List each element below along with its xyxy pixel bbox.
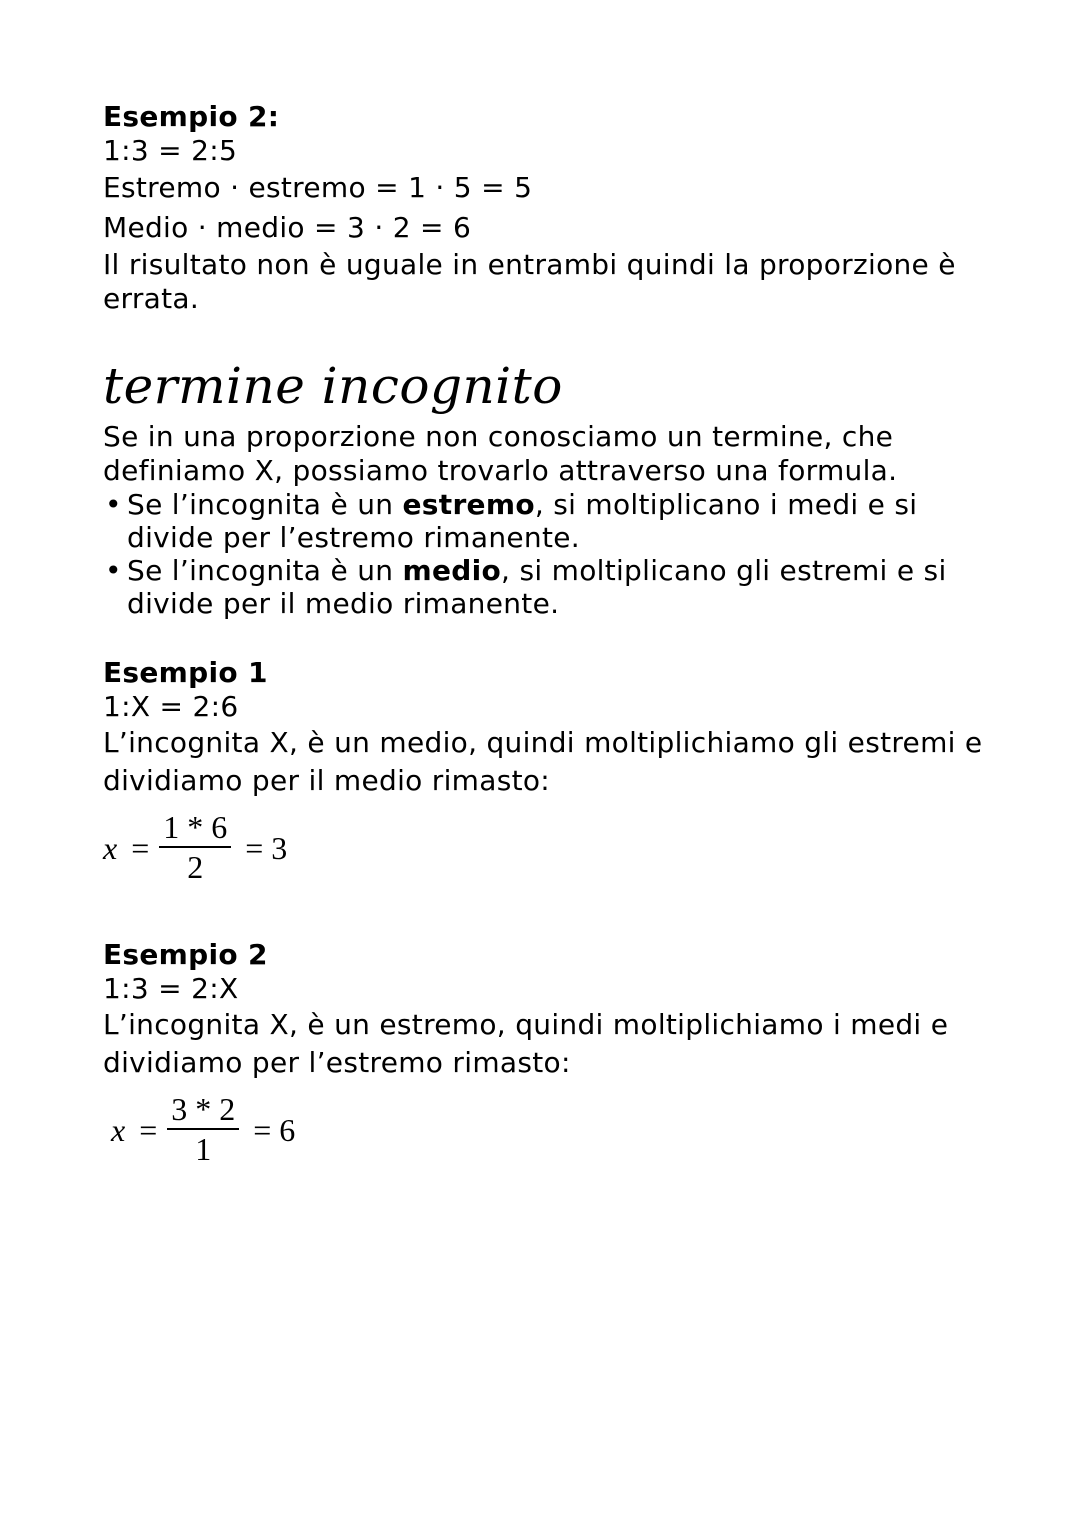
- example-2-proportion: 1:3 = 2:X: [103, 972, 239, 1005]
- example-2-section: [103, 938, 1003, 1170]
- example-2-formula: [111, 1090, 1003, 1170]
- unknown-term-intro-2: definiamo X, possiamo trovarlo attraverso una formula.: [103, 454, 898, 487]
- example-top-title: Esempio 2:: [103, 100, 280, 133]
- formula-equals: =: [139, 1111, 158, 1148]
- formula-result: = 3: [245, 829, 288, 866]
- formula-variable: x: [111, 1111, 126, 1148]
- example-1-text-1: L’incognita X, è un medio, quindi moltiplichiamo gli estremi e: [103, 726, 983, 759]
- rules-list: [103, 488, 1003, 620]
- document-page: [103, 100, 1003, 1170]
- unknown-term-section: [103, 420, 1003, 620]
- rule-mean-continued: [103, 587, 1003, 620]
- rule-extreme: [103, 488, 1003, 521]
- rule-mean: [103, 554, 1003, 587]
- unknown-term-intro-1: Se in una proporzione non conosciamo un termine, che: [103, 420, 894, 453]
- rule-2-text-a: Se l’incognita è un: [127, 554, 403, 587]
- bullet-icon: •: [105, 554, 122, 587]
- formula-fraction: [167, 1092, 239, 1168]
- rule-1-bold: estremo: [402, 488, 535, 521]
- example-1-section: [103, 656, 1003, 888]
- example-1-title: Esempio 1: [103, 656, 268, 689]
- unknown-term-title: termine incognito: [103, 357, 563, 415]
- example-top-section: [103, 100, 1003, 316]
- example-2-title: Esempio 2: [103, 938, 268, 971]
- rule-extreme-continued: [103, 521, 1003, 554]
- example-1-proportion: 1:X = 2:6: [103, 690, 239, 723]
- example-top-proportion: 1:3 = 2:5: [103, 134, 238, 167]
- formula-variable: x: [103, 829, 118, 866]
- rule-2-bold: medio: [402, 554, 502, 587]
- example-top-means: Medio · medio = 3 · 2 = 6: [103, 211, 472, 244]
- formula-fraction: [159, 810, 231, 886]
- formula-denominator: 1: [195, 1131, 212, 1167]
- rule-1-text-a: Se l’incognita è un: [127, 488, 403, 521]
- rule-2-text-c: divide per il medio rimanente.: [127, 587, 560, 620]
- formula-result: = 6: [253, 1111, 296, 1148]
- formula-numerator: 1 * 6: [163, 809, 228, 845]
- example-1-text-2: dividiamo per il medio rimasto:: [103, 764, 551, 797]
- rule-1-text-c: divide per l’estremo rimanente.: [127, 521, 580, 554]
- example-1-formula: [103, 808, 1003, 888]
- rule-1-text-b: , si moltiplicano i medi e si: [534, 488, 918, 521]
- example-top-conclusion-2: errata.: [103, 282, 200, 315]
- example-top-conclusion-1: Il risultato non è uguale in entrambi quindi la proporzione è: [103, 248, 956, 281]
- rule-2-text-b: , si moltiplicano gli estremi e si: [501, 554, 947, 587]
- formula-equals: =: [131, 829, 150, 866]
- example-top-extremes: Estremo · estremo = 1 · 5 = 5: [103, 171, 533, 204]
- bullet-icon: •: [105, 488, 122, 521]
- formula-denominator: 2: [187, 849, 204, 885]
- example-2-text-1: L’incognita X, è un estremo, quindi moltiplichiamo i medi e: [103, 1008, 949, 1041]
- formula-numerator: 3 * 2: [171, 1091, 236, 1127]
- example-2-text-2: dividiamo per l’estremo rimasto:: [103, 1046, 571, 1079]
